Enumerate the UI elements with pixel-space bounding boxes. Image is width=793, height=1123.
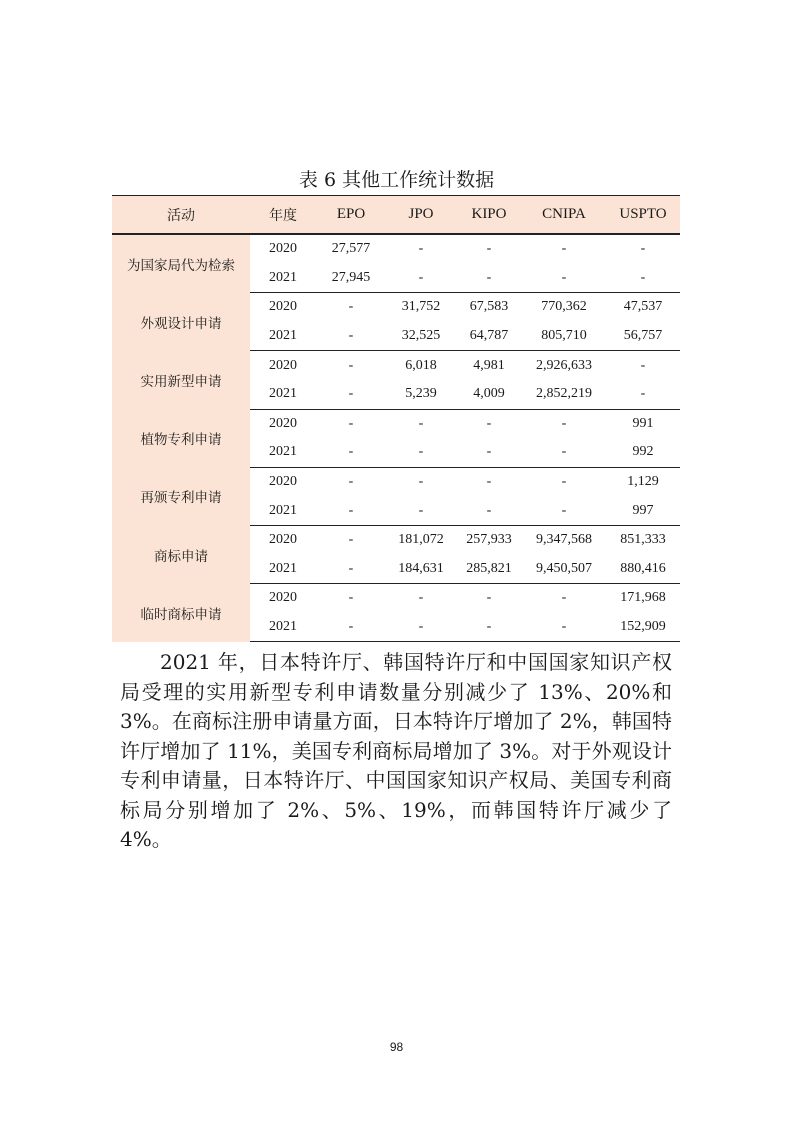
value-cell: -	[486, 415, 492, 431]
year-cell: 2021	[250, 613, 316, 642]
activity-cell: 临时商标申请	[112, 584, 250, 642]
table-row	[112, 409, 680, 438]
header-kipo: KIPO	[456, 196, 522, 235]
header-cnipa: CNIPA	[522, 196, 606, 235]
value-cell: -	[316, 555, 386, 584]
table-row	[112, 467, 680, 496]
value-cell: 285,821	[456, 555, 522, 584]
value-cell: 47,537	[623, 299, 663, 315]
value-cell: 152,909	[606, 613, 680, 642]
value-cell: -	[522, 264, 606, 293]
table-row	[112, 234, 680, 264]
year-cell: 2020	[269, 415, 297, 431]
value-cell: -	[348, 474, 354, 490]
activity-cell: 商标申请	[112, 525, 250, 583]
activity-cell: 实用新型申请	[112, 351, 250, 409]
value-cell: 257,933	[466, 532, 512, 548]
value-cell: -	[348, 299, 354, 315]
value-cell: 992	[606, 438, 680, 467]
table-row	[112, 584, 680, 613]
value-cell: 997	[606, 496, 680, 525]
value-cell: -	[486, 590, 492, 606]
year-cell: 2020	[269, 299, 297, 315]
value-cell: 770,362	[541, 299, 587, 315]
value-cell: -	[640, 241, 646, 257]
activity-cell: 为国家局代为检索	[112, 234, 250, 293]
table-row	[112, 351, 680, 380]
value-cell: -	[522, 496, 606, 525]
value-cell: -	[561, 241, 567, 257]
value-cell: 6,018	[405, 357, 437, 373]
value-cell: -	[561, 590, 567, 606]
value-cell: 184,631	[386, 555, 456, 584]
value-cell: -	[386, 438, 456, 467]
activity-cell: 外观设计申请	[112, 293, 250, 351]
value-cell: -	[456, 264, 522, 293]
year-cell: 2021	[250, 496, 316, 525]
body-paragraph: 2021 年，日本特许厅、韩国特许厅和中国国家知识产权局受理的实用新型专利申请数量分别减少了 13%、20%和 3%。在商标注册申请量方面，日本特许厅增加了 2%，韩国特许厅增加了 11%，美国专利商标局增加了 3%。对于外观设计专利申请量，日本特许厅、中国国家知识产权局、美国专利商标局分别增加了 2%、5%、19%，而韩国特许厅减少了 4%。	[120, 650, 672, 851]
value-cell: 805,710	[522, 322, 606, 351]
value-cell: -	[418, 241, 424, 257]
value-cell: 32,525	[386, 322, 456, 351]
value-cell: 64,787	[456, 322, 522, 351]
header-jpo: JPO	[386, 196, 456, 235]
header-activity: 活动	[112, 196, 250, 235]
year-cell: 2020	[269, 241, 297, 257]
value-cell: 4,009	[456, 380, 522, 409]
value-cell: -	[561, 474, 567, 490]
value-cell: 56,757	[606, 322, 680, 351]
year-cell: 2021	[250, 264, 316, 293]
year-cell: 2021	[250, 380, 316, 409]
value-cell: -	[348, 590, 354, 606]
table-row	[112, 525, 680, 554]
value-cell: 27,577	[331, 241, 371, 257]
value-cell: -	[418, 590, 424, 606]
value-cell: 2,852,219	[522, 380, 606, 409]
year-cell: 2020	[269, 532, 297, 548]
table-row	[112, 293, 680, 322]
value-cell: -	[348, 415, 354, 431]
value-cell: 991	[632, 415, 654, 431]
value-cell: 9,347,568	[536, 532, 592, 548]
value-cell: 1,129	[627, 474, 659, 490]
value-cell: -	[316, 380, 386, 409]
value-cell: -	[606, 380, 680, 409]
value-cell: 9,450,507	[522, 555, 606, 584]
year-cell: 2020	[269, 474, 297, 490]
value-cell: 27,945	[316, 264, 386, 293]
table-header-row	[112, 196, 680, 235]
year-cell: 2021	[250, 322, 316, 351]
page-number: 98	[389, 1040, 404, 1054]
value-cell: 4,981	[473, 357, 505, 373]
value-cell: 851,333	[620, 532, 666, 548]
header-epo: EPO	[316, 196, 386, 235]
table-caption: 表 6 其他工作统计数据	[298, 169, 495, 191]
value-cell: 31,752	[401, 299, 441, 315]
value-cell: -	[456, 496, 522, 525]
activity-cell: 再颁专利申请	[112, 467, 250, 525]
value-cell: -	[316, 496, 386, 525]
value-cell: 181,072	[398, 532, 444, 548]
value-cell: 171,968	[620, 590, 666, 606]
value-cell: -	[316, 322, 386, 351]
header-uspto: USPTO	[606, 196, 680, 235]
value-cell: -	[640, 357, 646, 373]
value-cell: -	[418, 474, 424, 490]
value-cell: 5,239	[386, 380, 456, 409]
value-cell: -	[522, 613, 606, 642]
year-cell: 2021	[250, 438, 316, 467]
year-cell: 2020	[269, 590, 297, 606]
value-cell: -	[348, 532, 354, 548]
value-cell: -	[456, 438, 522, 467]
value-cell: 67,583	[469, 299, 509, 315]
value-cell: -	[386, 264, 456, 293]
value-cell: -	[606, 264, 680, 293]
value-cell: -	[316, 438, 386, 467]
year-cell: 2021	[250, 555, 316, 584]
value-cell: 2,926,633	[536, 357, 592, 373]
value-cell: -	[561, 415, 567, 431]
value-cell: -	[486, 241, 492, 257]
value-cell: -	[486, 474, 492, 490]
statistics-table	[112, 195, 680, 642]
year-cell: 2020	[269, 357, 297, 373]
value-cell: -	[522, 438, 606, 467]
value-cell: -	[456, 613, 522, 642]
value-cell: -	[386, 496, 456, 525]
value-cell: -	[348, 357, 354, 373]
activity-cell: 植物专利申请	[112, 409, 250, 467]
value-cell: 880,416	[606, 555, 680, 584]
value-cell: -	[418, 415, 424, 431]
value-cell: -	[316, 613, 386, 642]
header-year: 年度	[250, 196, 316, 235]
value-cell: -	[386, 613, 456, 642]
